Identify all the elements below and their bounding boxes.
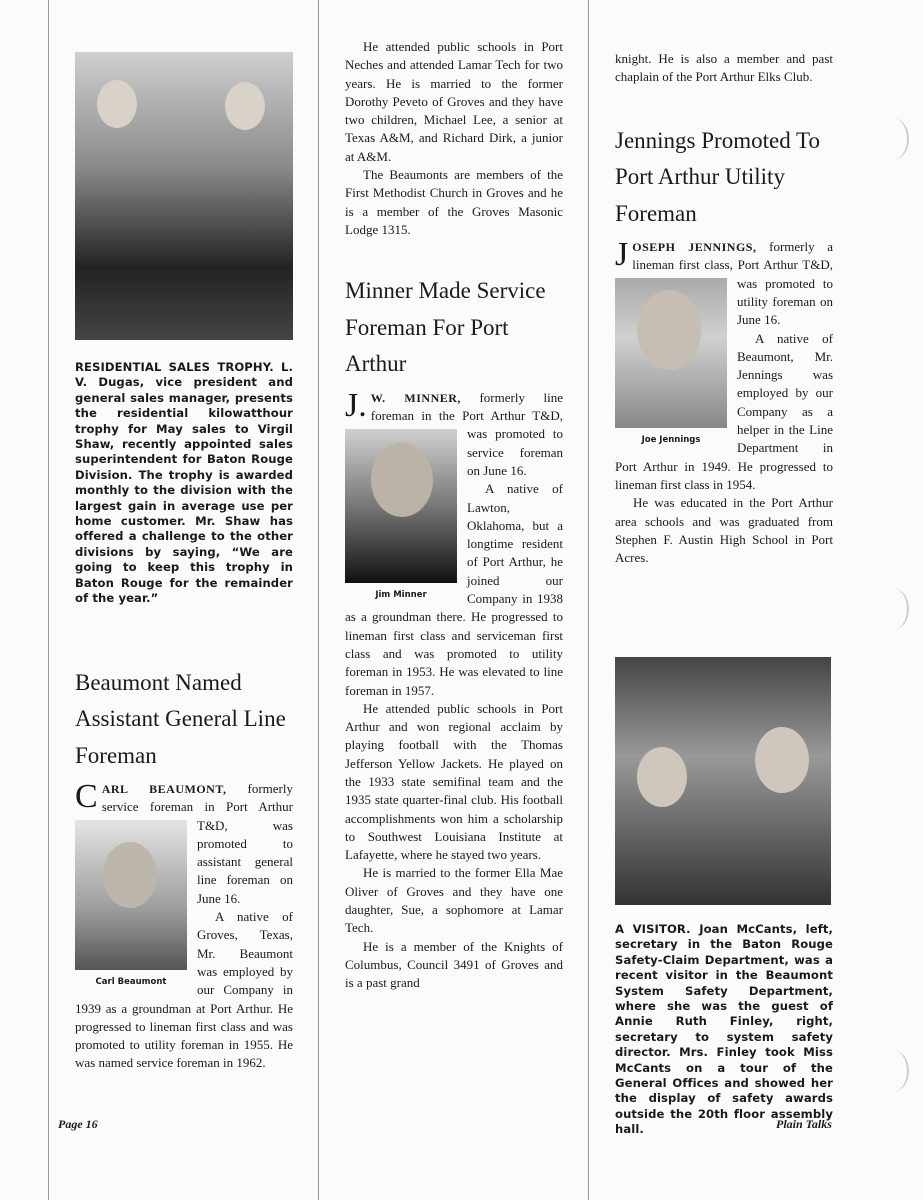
lead-name: W. MINNER, <box>370 390 461 405</box>
paragraph: A native of Lawton, Oklahoma, but a longtime resident of Port Arthur, he joined our Company in 1938 as a groundman there. He progressed to lineman first class and serviceman first class and was promoted to utility foreman in 1953. He was elevated to line foreman in 1957. <box>345 481 563 698</box>
portrait-carl-beaumont <box>75 820 187 988</box>
trophy-photo <box>75 52 293 340</box>
lead-text: formerly line foreman in the Port Arthur T&D, was promoted to service foreman on June 16. <box>370 389 563 478</box>
headline-jennings: Jennings Promoted To Port Arthur Utility Foreman <box>615 127 820 226</box>
headline-minner: Minner Made Service Foreman For Port Arthur <box>345 278 546 377</box>
column-rule <box>318 0 319 1200</box>
paragraph: He attended public schools in Port Arthur and won regional acclaim by playing football with the Thomas Jefferson Yellow Jackets. He played on the 1933 state semifinal team and the 1935 state quarter-final club. His football accomplishments won him a scholarship to Southwest Louisiana Institute at Lafayette, where he stayed two years. <box>345 700 563 863</box>
lead-text: formerly a lineman first class, Port Arthur T&D, was promoted to utility foreman on June 16. <box>632 239 833 328</box>
column-3 <box>615 50 833 567</box>
caption-title: RESIDENTIAL SALES TROPHY. <box>75 360 274 374</box>
paragraph: He attended public schools in Port Neches and attended Lamar Tech for two years. He is married to the former Dorothy Peveto of Groves and they have two children, Michael Lee, a senior at Texas A&M, and Richard Dirk, a junior at A&M. <box>345 39 563 164</box>
portrait-photo <box>75 820 187 970</box>
column-2 <box>345 38 563 993</box>
portrait-label: Joe Jennings <box>641 435 701 446</box>
paragraph: The Beaumonts are members of the First Methodist Church in Groves and he is a member of the Groves Masonic Lodge 1315. <box>345 167 563 237</box>
portrait-label: Jim Minner <box>375 589 427 600</box>
column-rule <box>48 0 49 1200</box>
paragraph: He is a member of the Knights of Columbus, Council 3491 of Groves and is a past grand <box>345 938 563 991</box>
portrait-label: Carl Beaumont <box>95 977 167 987</box>
lead-text: formerly service foreman in Port Arthur T&D, was promoted to assistant general line foreman on June 16. <box>101 781 293 906</box>
portrait-joe-jennings <box>615 278 727 446</box>
binder-hole <box>877 588 909 630</box>
column-1 <box>75 52 293 1073</box>
drop-cap: J. <box>345 386 367 424</box>
paragraph: He is married to the former Ella Mae Oliver of Groves and they have one daughter, Sue, a sophomore at Lamar Tech. <box>345 865 563 936</box>
visitor-photo <box>615 657 831 905</box>
caption-text: Joan McCants, left, secretary in the Baton Rouge Safety-Claim Department, was a recent visitor in the Beaumont System Safety Department, where she was the guest of Annie Ruth Finley, right, secretary to system safety director. Mrs. Finley took Miss McCants on a tour of the General Offices and showed her the display of safety awards outside the 20th floor assembly hall. <box>615 922 833 1137</box>
drop-cap: C <box>75 778 98 815</box>
paragraph: He was educated in the Port Arthur area schools and was graduated from Stephen F. Austin High School in Port Acres. <box>615 495 833 566</box>
paragraph: knight. He is also a member and past chaplain of the Port Arthur Elks Club. <box>615 51 833 85</box>
paragraph: A native of Beaumont, Mr. Jennings was employed by our Company as a helper in the Line Department in Port Arthur in 1949. He progressed to lineman first class in 1954. <box>615 330 833 492</box>
column-rule <box>588 0 589 1200</box>
drop-cap: J <box>615 236 629 274</box>
portrait-jim-minner <box>345 429 457 601</box>
portrait-photo <box>615 278 727 428</box>
page-number: Page 16 <box>58 1117 98 1131</box>
caption-title: A VISITOR. <box>615 922 691 936</box>
headline-beaumont: Beaumont Named Assistant General Line Foreman <box>75 669 286 768</box>
caption-text: L. V. Dugas, vice president and general sales manager, presents the residential kilowatthour trophy for May sales to Virgil Shaw, recently appointed sales superintendent for Baton Rouge Division. The trophy is awarded monthly to the division with the largest gain in average use per home customer. Mr. Shaw has offered a challenge to the other divisions by saying, “We are going to keep this trophy in Baton Rouge for the remainder of the year.” <box>75 360 293 606</box>
lead-paragraph <box>75 778 293 987</box>
portrait-photo <box>345 429 457 583</box>
lead-name: OSEPH JENNINGS, <box>632 240 757 255</box>
paragraph: A native of Groves, Texas, Mr. Beaumont was employed by our Company in 1939 as a groundman at Port Arthur. He progressed to lineman first class and was promoted to utility foreman in 1955. He was named service foreman in 1962. <box>75 909 293 1071</box>
trophy-photo-caption <box>75 360 293 607</box>
binder-hole <box>877 1050 909 1092</box>
publication-name: Plain Talks <box>776 1117 832 1131</box>
visitor-photo-caption <box>615 922 833 1138</box>
binder-hole <box>877 118 909 160</box>
lead-name: ARL BEAUMONT, <box>101 782 227 796</box>
